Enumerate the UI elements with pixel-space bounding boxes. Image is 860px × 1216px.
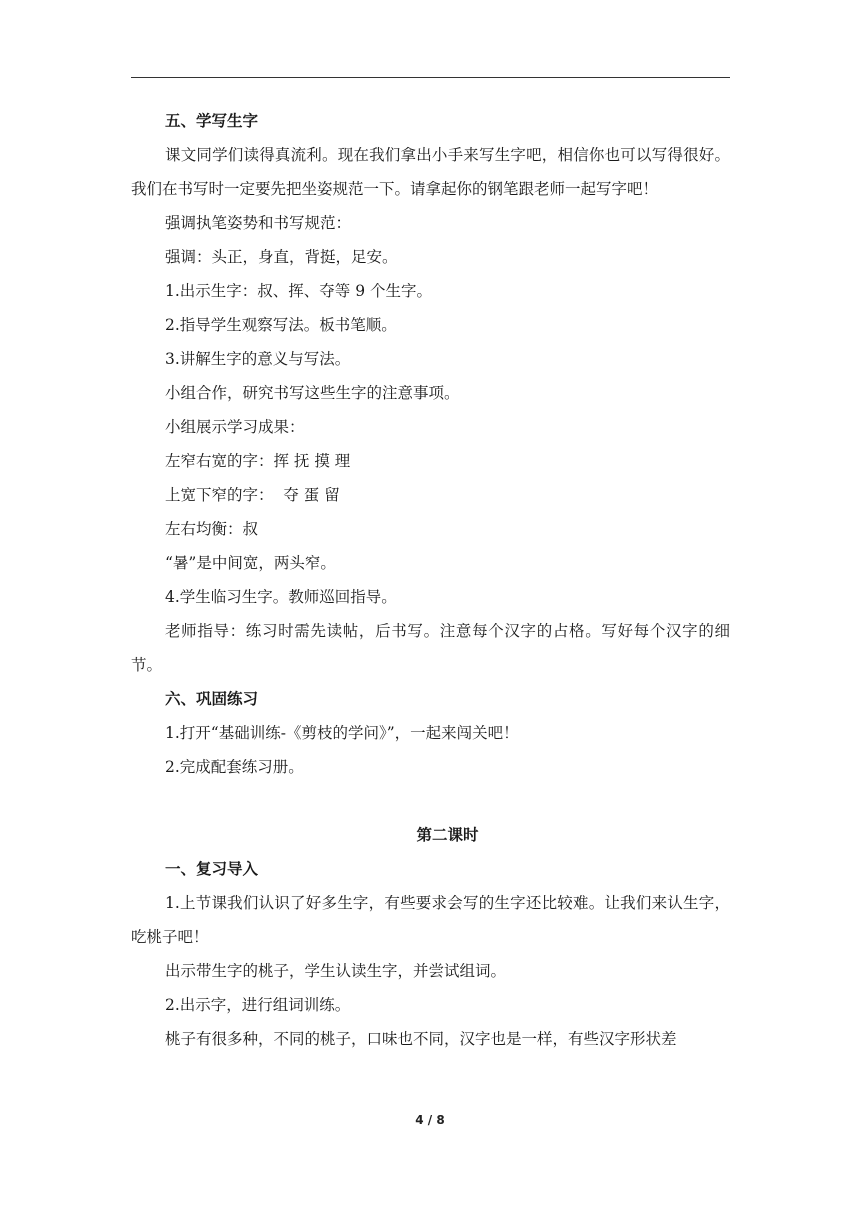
- document-body: [131, 104, 730, 1056]
- body-line: 出示带生字的桃子，学生认读生字，并尝试组词。: [165, 962, 507, 980]
- body-line: 强调：头正，身直，背挺，足安。: [165, 248, 398, 266]
- body-line: 4.学生临习生字。教师巡回指导。: [165, 588, 397, 606]
- body-line: 2.出示字，进行组词训练。: [165, 996, 351, 1014]
- body-line: 桃子有很多种，不同的桃子，口味也不同，汉字也是一样，有些汉字形状差: [165, 1030, 677, 1048]
- body-line: 左右均衡：叔: [165, 520, 259, 538]
- body-line: 上宽下窄的字： 夺 蛋 留: [165, 486, 340, 504]
- body-line: 2.指导学生观察写法。板书笔顺。: [165, 316, 397, 334]
- body-line: 左窄右宽的字：挥 抚 摸 理: [165, 452, 351, 470]
- body-line: 小组展示学习成果：: [165, 418, 305, 436]
- lesson2-heading: 一、复习导入: [165, 860, 259, 878]
- section5-intro-paragraph: 课文同学们读得真流利。现在我们拿出小手来写生字吧，相信你也可以写得很好。我们在书写时一定要先把坐姿规范一下。请拿起你的钢笔跟老师一起写字吧！: [131, 146, 730, 198]
- section6-heading: 六、巩固练习: [165, 690, 259, 708]
- body-line: “暑”是中间宽，两头窄。: [165, 554, 336, 572]
- body-line: 1.出示生字：叔、挥、夺等 9 个生字。: [165, 282, 433, 300]
- header-rule: [131, 77, 730, 78]
- body-line: 小组合作，研究书写这些生字的注意事项。: [165, 384, 460, 402]
- body-line: 1.打开“基础训练-《剪枝的学问》”，一起来闯关吧！: [165, 724, 519, 742]
- teacher-guidance-paragraph: 老师指导：练习时需先读帖，后书写。注意每个汉字的占格。写好每个汉字的细节。: [131, 622, 730, 674]
- section5-heading: 五、学写生字: [165, 112, 259, 130]
- body-line: 强调执笔姿势和书写规范：: [165, 214, 352, 232]
- lesson2-title: 第二课时: [416, 826, 479, 844]
- section-gap: [131, 784, 730, 818]
- page-number: 4 / 8: [415, 1113, 445, 1127]
- body-line: 2.完成配套练习册。: [165, 758, 304, 776]
- body-line: 3.讲解生字的意义与写法。: [165, 350, 351, 368]
- lesson2-paragraph: 1.上节课我们认识了好多生字，有些要求会写的生字还比较难。让我们来认生字，吃桃子吧！: [131, 894, 730, 946]
